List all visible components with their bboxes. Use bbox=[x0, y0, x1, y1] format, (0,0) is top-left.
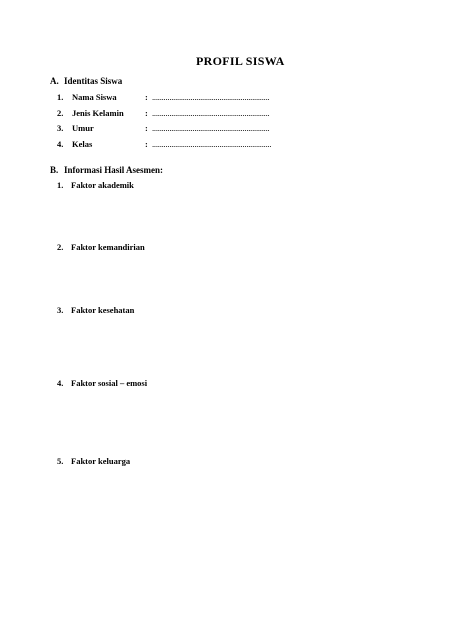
factor-number: 1. bbox=[57, 180, 64, 190]
field-number: 2. bbox=[57, 108, 64, 118]
field-colon: : bbox=[145, 123, 148, 133]
section-b-letter: B. bbox=[50, 165, 59, 175]
factor-label: Faktor keluarga bbox=[71, 456, 131, 466]
factor-label: Faktor akademik bbox=[71, 180, 134, 190]
field-number: 3. bbox=[57, 123, 64, 133]
field-blank-line: ............................................................. bbox=[152, 123, 270, 133]
field-colon: : bbox=[145, 108, 148, 118]
field-number: 4. bbox=[57, 139, 64, 149]
section-a-heading bbox=[50, 76, 122, 86]
section-b-heading bbox=[50, 165, 163, 175]
factor-number: 4. bbox=[57, 378, 64, 388]
factor-number: 3. bbox=[57, 305, 64, 315]
factor-number: 2. bbox=[57, 242, 64, 252]
factor-number: 5. bbox=[57, 456, 64, 466]
page-title: PROFIL SISWA bbox=[196, 54, 285, 68]
field-blank-line: ............................................................. bbox=[152, 108, 270, 118]
field-blank-line: ............................................................. bbox=[152, 92, 270, 102]
factor-label: Faktor sosial – emosi bbox=[71, 378, 148, 388]
field-label: Umur bbox=[72, 123, 94, 133]
factor-label: Faktor kemandirian bbox=[71, 242, 145, 252]
factor-item bbox=[57, 242, 145, 252]
factor-item bbox=[57, 456, 130, 466]
section-a-letter: A. bbox=[50, 76, 59, 86]
field-label: Nama Siswa bbox=[72, 92, 117, 102]
field-label: Jenis Kelamin bbox=[72, 108, 124, 118]
field-colon: : bbox=[145, 92, 148, 102]
factor-item bbox=[57, 378, 147, 388]
factor-item bbox=[57, 305, 134, 315]
section-b-title: Informasi Hasil Asesmen: bbox=[64, 165, 163, 175]
factor-label: Faktor kesehatan bbox=[71, 305, 135, 315]
field-blank-line: .............................................................. bbox=[152, 139, 272, 149]
field-number: 1. bbox=[57, 92, 64, 102]
section-a-title: Identitas Siswa bbox=[64, 76, 123, 86]
factor-item bbox=[57, 180, 134, 190]
field-colon: : bbox=[145, 139, 148, 149]
field-label: Kelas bbox=[72, 139, 93, 149]
